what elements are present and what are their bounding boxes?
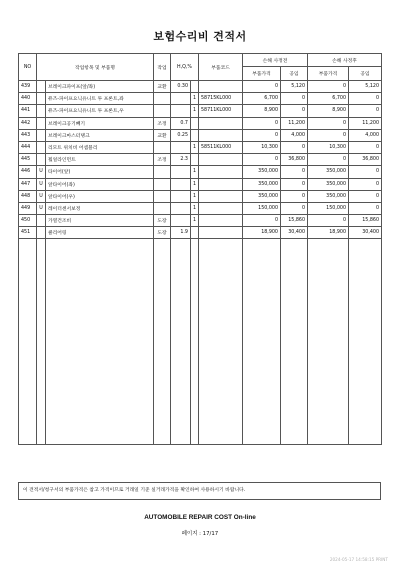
row-no: 448 <box>19 190 37 202</box>
table-row <box>19 81 382 93</box>
empty-table-area <box>19 239 382 445</box>
row-before-part: 10,300 <box>243 141 281 153</box>
table-row <box>19 154 382 166</box>
row-item-name: 브레이크공기빼기 <box>46 117 154 129</box>
row-qty: 1 <box>191 190 199 202</box>
row-hours: 0.7 <box>171 117 191 129</box>
row-item-name: 퓨즈-파이프요닉유니트 투 프론트,우 <box>46 105 154 117</box>
row-before-part: 350,000 <box>243 190 281 202</box>
row-hours <box>171 93 191 105</box>
header-after-labor: 공임 <box>349 67 382 81</box>
row-after-labor: 0 <box>349 141 382 153</box>
row-no: 442 <box>19 117 37 129</box>
row-before-labor: 0 <box>281 202 308 214</box>
header-before-labor: 공임 <box>281 67 308 81</box>
header-item: 작업항목 및 부품명 <box>37 54 154 81</box>
row-flag <box>37 81 46 93</box>
row-flag <box>37 93 46 105</box>
row-qty: 1 <box>191 166 199 178</box>
row-part-code <box>199 117 243 129</box>
row-after-part: 18,900 <box>308 227 349 239</box>
table-row <box>19 227 382 239</box>
row-part-code <box>199 154 243 166</box>
row-no: 440 <box>19 93 37 105</box>
row-no: 451 <box>19 227 37 239</box>
row-before-part: 0 <box>243 215 281 227</box>
row-hours: 0.25 <box>171 129 191 141</box>
row-after-labor: 0 <box>349 166 382 178</box>
header-before-assessment: 손해 사정전 <box>243 54 308 67</box>
row-part-code <box>199 190 243 202</box>
row-before-part: 0 <box>243 81 281 93</box>
row-item-name: 가열건조비 <box>46 215 154 227</box>
row-work <box>154 178 171 190</box>
row-work <box>154 93 171 105</box>
row-no: 445 <box>19 154 37 166</box>
row-hours: 2.3 <box>171 154 191 166</box>
row-no: 446 <box>19 166 37 178</box>
empty-cell <box>19 239 37 445</box>
row-item-name: 타이어(앞) <box>46 166 154 178</box>
row-work: 조정 <box>154 154 171 166</box>
row-after-part: 350,000 <box>308 178 349 190</box>
estimate-table <box>18 53 382 445</box>
row-flag <box>37 154 46 166</box>
page-number: 페이지 : 17/17 <box>181 531 219 537</box>
row-after-labor: 36,800 <box>349 154 382 166</box>
row-qty: 1 <box>191 215 199 227</box>
row-no: 439 <box>19 81 37 93</box>
row-item-name: 휠얼라인먼트 <box>46 154 154 166</box>
row-before-part: 0 <box>243 129 281 141</box>
row-qty <box>191 81 199 93</box>
row-item-name: 리모트 위치비 어셈블리 <box>46 141 154 153</box>
row-item-name: 퓨즈-파이프요닉유니트 투 프론트,좌 <box>46 93 154 105</box>
row-part-code <box>199 202 243 214</box>
row-before-labor: 0 <box>281 178 308 190</box>
row-after-labor: 5,120 <box>349 81 382 93</box>
row-part-code <box>199 129 243 141</box>
row-flag <box>37 105 46 117</box>
row-before-part: 8,900 <box>243 105 281 117</box>
row-work: 도장 <box>154 215 171 227</box>
row-no: 450 <box>19 215 37 227</box>
row-qty <box>191 154 199 166</box>
row-before-labor: 0 <box>281 105 308 117</box>
table-row <box>19 215 382 227</box>
row-flag <box>37 215 46 227</box>
price-notice: 이 견적서/청구서의 부품가격은 참고 가격이므로 거래일 기준 실거래가격을 확인하여 사용하시기 바랍니다. <box>18 482 381 500</box>
row-part-code <box>199 166 243 178</box>
empty-cell <box>171 239 191 445</box>
row-part-code: 58711KL000 <box>199 105 243 117</box>
row-part-code <box>199 215 243 227</box>
row-flag <box>37 129 46 141</box>
row-before-part: 0 <box>243 117 281 129</box>
table-row <box>19 166 382 178</box>
row-qty: 1 <box>191 93 199 105</box>
row-item-name: 앞타이어(우) <box>46 190 154 202</box>
row-after-labor: 0 <box>349 202 382 214</box>
row-qty <box>191 117 199 129</box>
table-row <box>19 129 382 141</box>
row-after-part: 350,000 <box>308 190 349 202</box>
row-item-name: 레이더센서보정 <box>46 202 154 214</box>
header-before-part-price: 부품가격 <box>243 67 281 81</box>
document-title: 보험수리비 견적서 <box>153 30 247 43</box>
row-item-name: 브레이크마스터탱크 <box>46 129 154 141</box>
row-after-labor: 0 <box>349 105 382 117</box>
row-before-labor: 4,000 <box>281 129 308 141</box>
row-before-part: 6,700 <box>243 93 281 105</box>
row-after-labor: 0 <box>349 178 382 190</box>
row-after-part: 0 <box>308 215 349 227</box>
empty-cell <box>46 239 154 445</box>
empty-cell <box>349 239 382 445</box>
row-before-labor: 0 <box>281 190 308 202</box>
row-before-labor: 0 <box>281 93 308 105</box>
row-after-part: 0 <box>308 81 349 93</box>
row-flag <box>37 227 46 239</box>
row-part-code: 58715KL000 <box>199 93 243 105</box>
row-after-labor: 0 <box>349 93 382 105</box>
row-after-labor: 4,000 <box>349 129 382 141</box>
row-before-labor: 0 <box>281 141 308 153</box>
row-hours <box>171 166 191 178</box>
header-part-code: 부품코드 <box>199 54 243 81</box>
row-qty <box>191 129 199 141</box>
empty-cell <box>37 239 46 445</box>
row-before-labor: 0 <box>281 166 308 178</box>
row-work <box>154 105 171 117</box>
row-hours: 1.9 <box>171 227 191 239</box>
row-part-code <box>199 178 243 190</box>
empty-cell <box>191 239 199 445</box>
row-after-labor: 0 <box>349 190 382 202</box>
row-after-part: 0 <box>308 129 349 141</box>
header-hqty: H,Q,% <box>171 54 199 81</box>
row-item-name: 클리어링 <box>46 227 154 239</box>
print-stamp: 2024-05-17 14:58:15 PRINT <box>329 557 388 562</box>
row-before-part: 150,000 <box>243 202 281 214</box>
header-after-assessment: 손해 사정후 <box>308 54 382 67</box>
row-work <box>154 141 171 153</box>
row-item-name: 앞타이어(좌) <box>46 178 154 190</box>
row-before-part: 0 <box>243 154 281 166</box>
table-row <box>19 105 382 117</box>
row-flag: U <box>37 178 46 190</box>
table-row <box>19 117 382 129</box>
table-row <box>19 190 382 202</box>
row-work: 도장 <box>154 227 171 239</box>
row-after-part: 150,000 <box>308 202 349 214</box>
row-after-labor: 30,400 <box>349 227 382 239</box>
empty-cell <box>281 239 308 445</box>
row-no: 444 <box>19 141 37 153</box>
row-hours <box>171 190 191 202</box>
row-after-part: 8,900 <box>308 105 349 117</box>
row-no: 447 <box>19 178 37 190</box>
row-before-part: 350,000 <box>243 178 281 190</box>
row-before-labor: 5,120 <box>281 81 308 93</box>
row-flag <box>37 117 46 129</box>
row-before-labor: 11,200 <box>281 117 308 129</box>
row-hours <box>171 202 191 214</box>
row-before-labor: 36,800 <box>281 154 308 166</box>
header-work: 작업 <box>154 54 171 81</box>
row-qty: 1 <box>191 178 199 190</box>
row-before-part: 18,900 <box>243 227 281 239</box>
row-qty <box>191 227 199 239</box>
row-work: 조정 <box>154 117 171 129</box>
table-row <box>19 202 382 214</box>
row-after-part: 6,700 <box>308 93 349 105</box>
row-after-labor: 15,860 <box>349 215 382 227</box>
row-qty: 1 <box>191 202 199 214</box>
row-qty: 1 <box>191 141 199 153</box>
footer-title: AUTOMOBILE REPAIR COST On-line <box>144 514 256 521</box>
row-after-labor: 11,200 <box>349 117 382 129</box>
row-no: 449 <box>19 202 37 214</box>
row-hours <box>171 178 191 190</box>
empty-cell <box>154 239 171 445</box>
row-before-labor: 15,860 <box>281 215 308 227</box>
table-row <box>19 93 382 105</box>
row-part-code: 58511KL000 <box>199 141 243 153</box>
row-before-labor: 30,400 <box>281 227 308 239</box>
row-flag <box>37 141 46 153</box>
empty-cell <box>199 239 243 445</box>
row-hours: 0.30 <box>171 81 191 93</box>
row-before-part: 350,000 <box>243 166 281 178</box>
header-no: NO <box>19 54 37 81</box>
row-work <box>154 202 171 214</box>
table-row <box>19 178 382 190</box>
row-no: 443 <box>19 129 37 141</box>
row-after-part: 350,000 <box>308 166 349 178</box>
header-after-part-price: 부품가격 <box>308 67 349 81</box>
row-after-part: 10,300 <box>308 141 349 153</box>
empty-cell <box>243 239 281 445</box>
row-item-name: 브레이크파이프(앞/좌) <box>46 81 154 93</box>
row-hours <box>171 105 191 117</box>
row-part-code <box>199 81 243 93</box>
row-hours <box>171 141 191 153</box>
empty-cell <box>308 239 349 445</box>
row-after-part: 0 <box>308 117 349 129</box>
row-hours <box>171 215 191 227</box>
row-after-part: 0 <box>308 154 349 166</box>
row-work: 교환 <box>154 81 171 93</box>
row-flag: U <box>37 166 46 178</box>
row-work <box>154 166 171 178</box>
row-flag: U <box>37 190 46 202</box>
row-qty: 1 <box>191 105 199 117</box>
table-row <box>19 141 382 153</box>
row-work: 교환 <box>154 129 171 141</box>
row-work <box>154 190 171 202</box>
row-no: 441 <box>19 105 37 117</box>
row-part-code <box>199 227 243 239</box>
row-flag: U <box>37 202 46 214</box>
